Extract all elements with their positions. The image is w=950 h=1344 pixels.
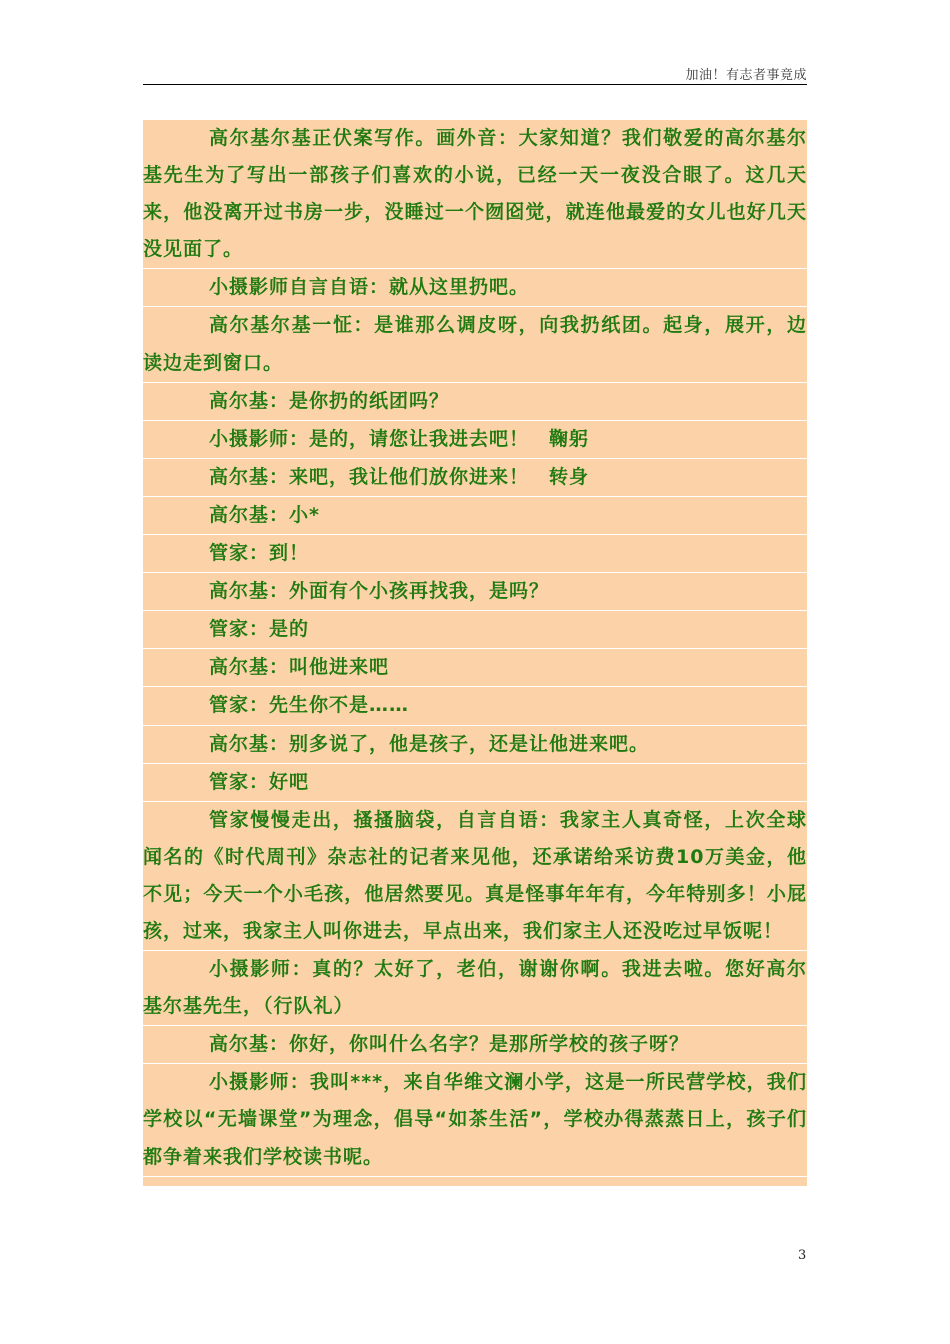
paragraph: 高尔基：叫他进来吧 (143, 649, 807, 687)
paragraph: 小摄影师：真的？太好了，老伯，谢谢你啊。我进去啦。您好高尔基尔基先生，（行队礼） (143, 951, 807, 1026)
paragraph: 管家慢慢走出，搔搔脑袋，自言自语：我家主人真奇怪，上次全球闻名的《时代周刊》杂志社的记者来见他，还承诺给采访费10万美金，他不见；今天一个小毛孩，他居然要见。真是怪事年年有，今年特别多！小屁孩，过来，我家主人叫你进去，早点出来，我们家主人还没吃过早饭呢！ (143, 802, 807, 951)
paragraph: 小摄影师：我叫***，来自华维文澜小学，这是一所民营学校，我们学校以“无墙课堂”为理念，倡导“如茶生活”，学校办得蒸蒸日上，孩子们都争着来我们学校读书呢。 (143, 1064, 807, 1176)
document-body (143, 120, 807, 1186)
paragraph: 小摄影师：是的，请您让我进去吧！ 鞠躬 (143, 421, 807, 459)
paragraph: 小摄影师自言自语：就从这里扔吧。 (143, 269, 807, 307)
paragraph: 高尔基：小* (143, 497, 807, 535)
paragraph: 高尔基：外面有个小孩再找我，是吗？ (143, 573, 807, 611)
header-text: 加油！有志者事竟成 (685, 68, 807, 83)
paragraph: 高尔基：别多说了，他是孩子，还是让他进来吧。 (143, 726, 807, 764)
paragraph: 高尔基：是你扔的纸团吗？ (143, 383, 807, 421)
paragraph: 管家：到！ (143, 535, 807, 573)
page-header (143, 62, 807, 85)
paragraph: 高尔基尔基一怔：是谁那么调皮呀，向我扔纸团。起身，展开，边读边走到窗口。 (143, 307, 807, 382)
paragraph: 高尔基尔基正伏案写作。画外音：大家知道？我们敬爱的高尔基尔基先生为了写出一部孩子们喜欢的小说，已经一天一夜没合眼了。这几天来，他没离开过书房一步，没睡过一个囫囵觉，就连他最爱的女儿也好几天没见面了。 (143, 120, 807, 269)
paragraph: 管家：好吧 (143, 764, 807, 802)
paragraph: 高尔基：你好，你叫什么名字？是那所学校的孩子呀？ (143, 1026, 807, 1064)
paragraph: 管家：是的 (143, 611, 807, 649)
page-number: 3 (798, 1248, 807, 1263)
paragraph: 管家：先生你不是…… (143, 687, 807, 725)
paragraph: 高尔基：来吧，我让他们放你进来！ 转身 (143, 459, 807, 497)
